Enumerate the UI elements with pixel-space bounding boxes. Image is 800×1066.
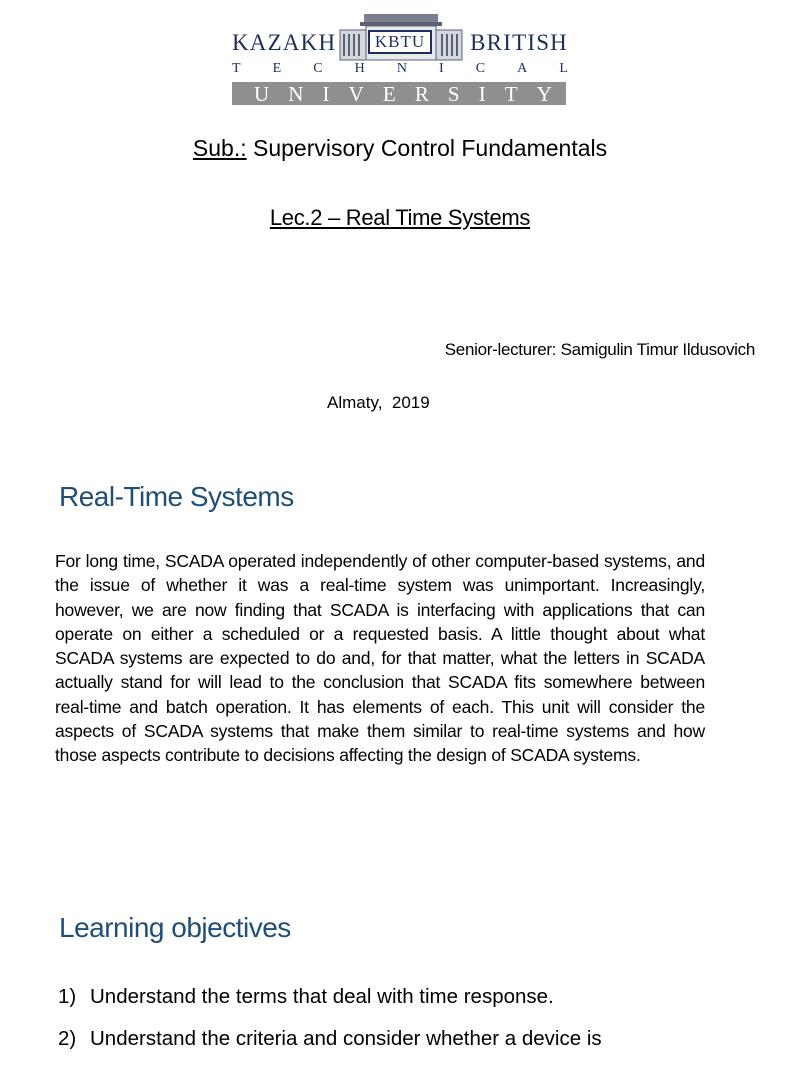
logo-letter: I <box>478 82 486 106</box>
logo-letter: A <box>517 61 528 76</box>
logo-letter: C <box>475 61 486 76</box>
logo-letter: E <box>272 61 282 76</box>
slide-body-paragraph: For long time, SCADA operated independently of other computer-based systems, and the issue of whether it was a real-time system was unimportant. Increasingly, however, we are now finding that SCADA is interfacing with applications that can operate on either a scheduled or a requested basis. A little thought about what SCADA systems are expected to do and, for that matter, what the letters in SCADA actually stand for will lead to the conclusion that SCADA fits somewhere between real-time and batch operation. It has elements of each. This unit will consider the aspects of SCADA systems that make them similar to real-time systems and how those aspects contribute to decisions affecting the design of SCADA systems. <box>55 551 705 766</box>
list-item-number: 2) <box>58 1027 77 1050</box>
place-and-date: Almaty, 2019 <box>327 393 430 412</box>
list-item-number: 1) <box>58 985 77 1008</box>
logo-letter: H <box>354 61 365 76</box>
logo-technical-row <box>232 60 568 78</box>
list-item-text: Understand the terms that deal with time response. <box>90 985 554 1008</box>
logo-letter: S <box>447 82 460 106</box>
logo-letter: N <box>396 61 407 76</box>
logo-letter: V <box>348 82 364 106</box>
logo-kbtu-plate: KBTU <box>368 30 432 54</box>
subject-name: Supervisory Control Fundamentals <box>246 135 608 161</box>
objectives-list <box>58 982 758 1066</box>
list-item <box>58 1024 758 1054</box>
logo-letter: E <box>382 82 396 106</box>
logo-wordmark-row <box>232 28 568 58</box>
logo-letter: U <box>254 82 270 106</box>
subject-line <box>0 133 800 163</box>
slide-heading: Real-Time Systems <box>59 481 294 512</box>
kbtu-logo <box>232 8 568 106</box>
logo-word-british: BRITISH <box>470 30 568 55</box>
logo-university-band <box>232 82 566 105</box>
slide-heading: Learning objectives <box>59 912 291 943</box>
list-item <box>58 982 758 1012</box>
title-slide <box>0 0 768 452</box>
real-time-systems-slide <box>0 452 768 852</box>
lecture-title: Lec.2 – Real Time Systems <box>269 205 531 230</box>
logo-letter: T <box>504 82 518 106</box>
logo-letter: R <box>414 82 429 106</box>
logo-letter: N <box>288 82 304 106</box>
list-item-text: Understand the criteria and consider whether a device is <box>90 1027 602 1050</box>
logo-letter: I <box>439 61 444 76</box>
logo-letter: Y <box>536 82 552 106</box>
lecturer-name: Senior-lecturer: Samigulin Timur Ildusovich <box>444 340 755 359</box>
learning-objectives-slide <box>0 852 768 1050</box>
logo-letter: I <box>322 82 330 106</box>
logo-letter: C <box>313 61 323 76</box>
subject-prefix: Sub.: <box>192 135 247 161</box>
logo-word-kazakh: KAZAKH <box>232 30 337 55</box>
logo-letter: L <box>559 61 568 76</box>
logo-letter: T <box>232 61 241 76</box>
